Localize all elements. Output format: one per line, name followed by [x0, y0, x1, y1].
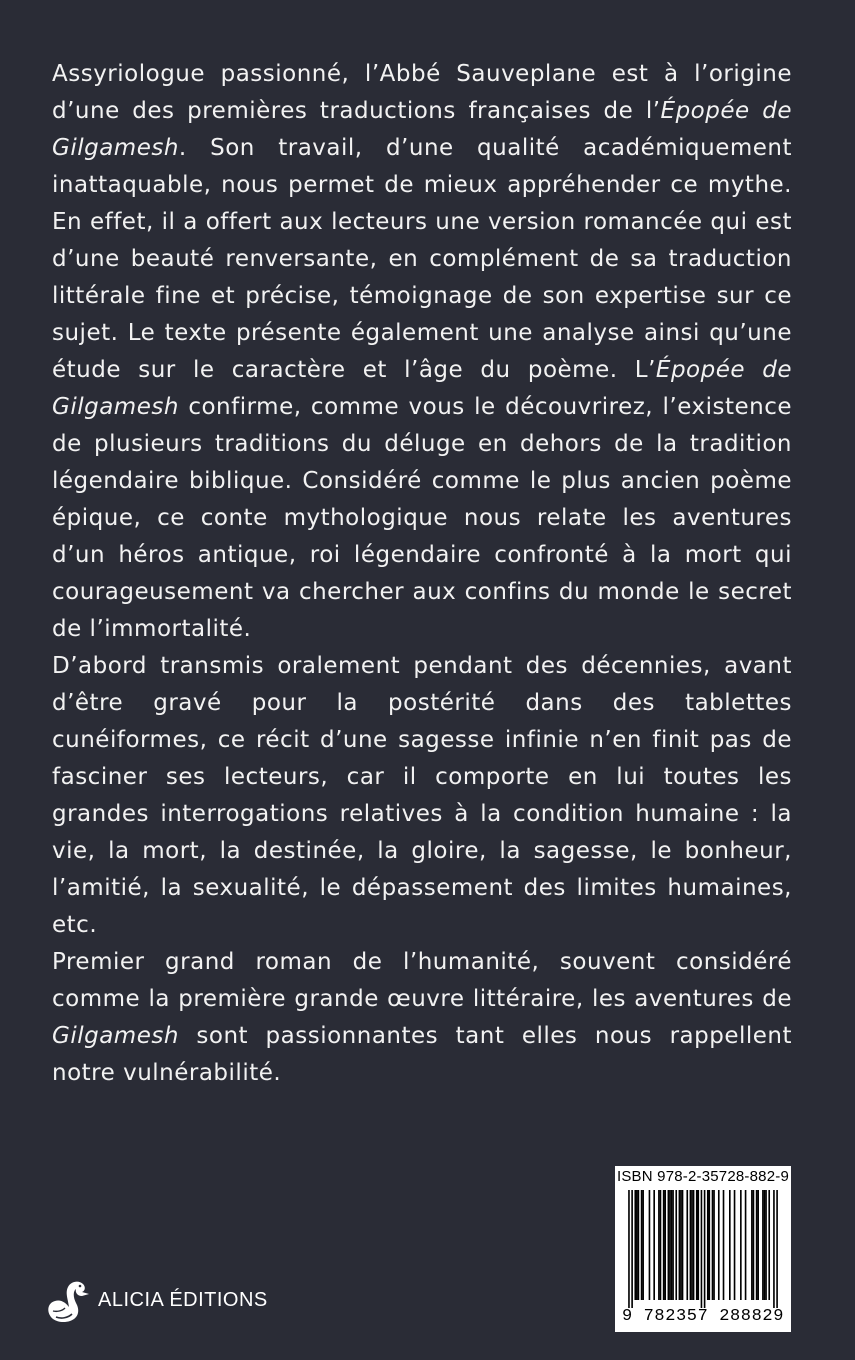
barcode-bar — [675, 1190, 677, 1300]
barcode-bar — [756, 1190, 758, 1300]
barcode-bar — [636, 1190, 638, 1300]
blurb-p1-text-1: Assyriologue passionné, l’Abbé Sauveplane est à l’origine d’une des premières traductions françaises de l’ — [52, 61, 792, 124]
barcode-bar — [642, 1190, 644, 1300]
publisher-brand — [44, 1275, 268, 1325]
barcode-bar — [707, 1190, 709, 1300]
barcode-bar — [669, 1190, 671, 1300]
barcode-bar — [696, 1190, 698, 1300]
publisher-name: ALICIA ÉDITIONS — [98, 1288, 268, 1311]
barcode-guard-bar — [701, 1190, 703, 1308]
barcode-bar — [658, 1190, 660, 1300]
blurb-p1-text-3: confirme, comme vous le découvrirez, l’existence de plusieurs traditions du déluge en dehors de la tradition légendaire biblique. Considéré comme le plus ancien poème épique, ce conte mythologique nous relate les aventures d’un héros antique, roi légendaire confronté à la mort qui courageusement va chercher aux confins du monde le secret de l’immortalité. — [52, 394, 792, 642]
barcode-bar — [686, 1190, 688, 1300]
blurb-p1-title-2: Épopée de Gilgamesh — [52, 357, 793, 420]
barcode-bar — [668, 1190, 670, 1300]
blurb-paragraph-2: D’abord transmis oralement pendant des décennies, avant d’être gravé pour la postérité dans des tablettes cunéiformes, ce récit d’une sagesse infinie n’en finit pas de fasciner ses lecteurs, car il comporte en lui toutes les grandes interrogations relatives à la condition humaine : la vie, la mort, la destinée, la gloire, la sagesse, le bonheur, l’amitié, la sexualité, le dépassement des limites humaines, etc. — [52, 653, 792, 938]
barcode-bar — [690, 1190, 692, 1300]
barcode-bar — [691, 1190, 693, 1300]
barcode-guard-bar — [776, 1190, 778, 1308]
barcode-bar — [663, 1190, 665, 1300]
barcode-bar — [649, 1190, 651, 1300]
blurb-p1-text-2: . Son travail, d’une qualité académiquement inattaquable, nous permet de mieux appréhender ce mythe. En effet, il a offert aux lecteurs une version romancée qui est d’une beauté renversante, en complément de sa traduction littérale fine et précise, témoignage de son expertise sur ce sujet. Le texte présente également une analyse ainsi qu’une étude sur le caractère et l’âge du poème. L’ — [52, 135, 792, 383]
barcode-guard-bar — [631, 1190, 633, 1308]
barcode-guard-bar — [628, 1190, 630, 1308]
blurb-p3-text-1: Premier grand roman de l’humanité, souvent considéré comme la première grande œuvre littéraire, les aventures de — [52, 949, 792, 1012]
barcode-bar — [765, 1190, 767, 1300]
barcode-bar — [740, 1190, 742, 1300]
barcode-bar — [697, 1190, 699, 1300]
barcode-bar — [745, 1190, 747, 1300]
barcode-bar — [680, 1190, 682, 1300]
back-cover-blurb — [52, 56, 792, 1092]
barcode-bar — [672, 1190, 674, 1300]
barcode-bar — [709, 1190, 711, 1300]
swan-logo-icon — [44, 1275, 92, 1325]
barcode-digits: 9 782357 288829 — [621, 1307, 785, 1326]
barcode-bars — [625, 1190, 781, 1308]
barcode-bar — [718, 1190, 720, 1300]
blurb-p3-title-1: Gilgamesh — [52, 1023, 179, 1049]
barcode-bar — [734, 1190, 736, 1300]
blurb-paragraph-1 — [52, 56, 792, 648]
barcode-bar — [660, 1190, 662, 1300]
barcode-bar — [682, 1190, 684, 1300]
barcode-bar — [664, 1190, 666, 1300]
barcode-guard-bar — [773, 1190, 775, 1308]
barcode-guard-bar — [704, 1190, 706, 1308]
barcode-bar — [671, 1190, 673, 1300]
barcode-bar — [641, 1190, 643, 1300]
barcode-bar — [723, 1190, 725, 1300]
barcode-bar — [634, 1190, 636, 1300]
barcode-bar — [679, 1190, 681, 1300]
blurb-paragraph-3 — [52, 944, 792, 1092]
isbn-barcode — [615, 1166, 791, 1332]
isbn-label: ISBN 978-2-35728-882-9 — [616, 1168, 789, 1185]
barcode-bar — [753, 1190, 755, 1300]
barcode-bar — [653, 1190, 655, 1300]
barcode-bar — [757, 1190, 759, 1300]
barcode-bar — [693, 1190, 695, 1300]
barcode-bar — [729, 1190, 731, 1300]
barcode-bar — [764, 1190, 766, 1300]
barcode-bar — [751, 1190, 753, 1300]
blurb-p3-text-2: sont passionnantes tant elles nous rappellent notre vulnérabilité. — [52, 1023, 792, 1086]
blurb-p1-title-1: Épopée de Gilgamesh — [52, 98, 792, 161]
barcode-bar — [712, 1190, 714, 1300]
barcode-bar — [768, 1190, 770, 1300]
barcode-bar — [713, 1190, 715, 1300]
barcode-bar — [762, 1190, 764, 1300]
barcode-bar — [638, 1190, 640, 1300]
